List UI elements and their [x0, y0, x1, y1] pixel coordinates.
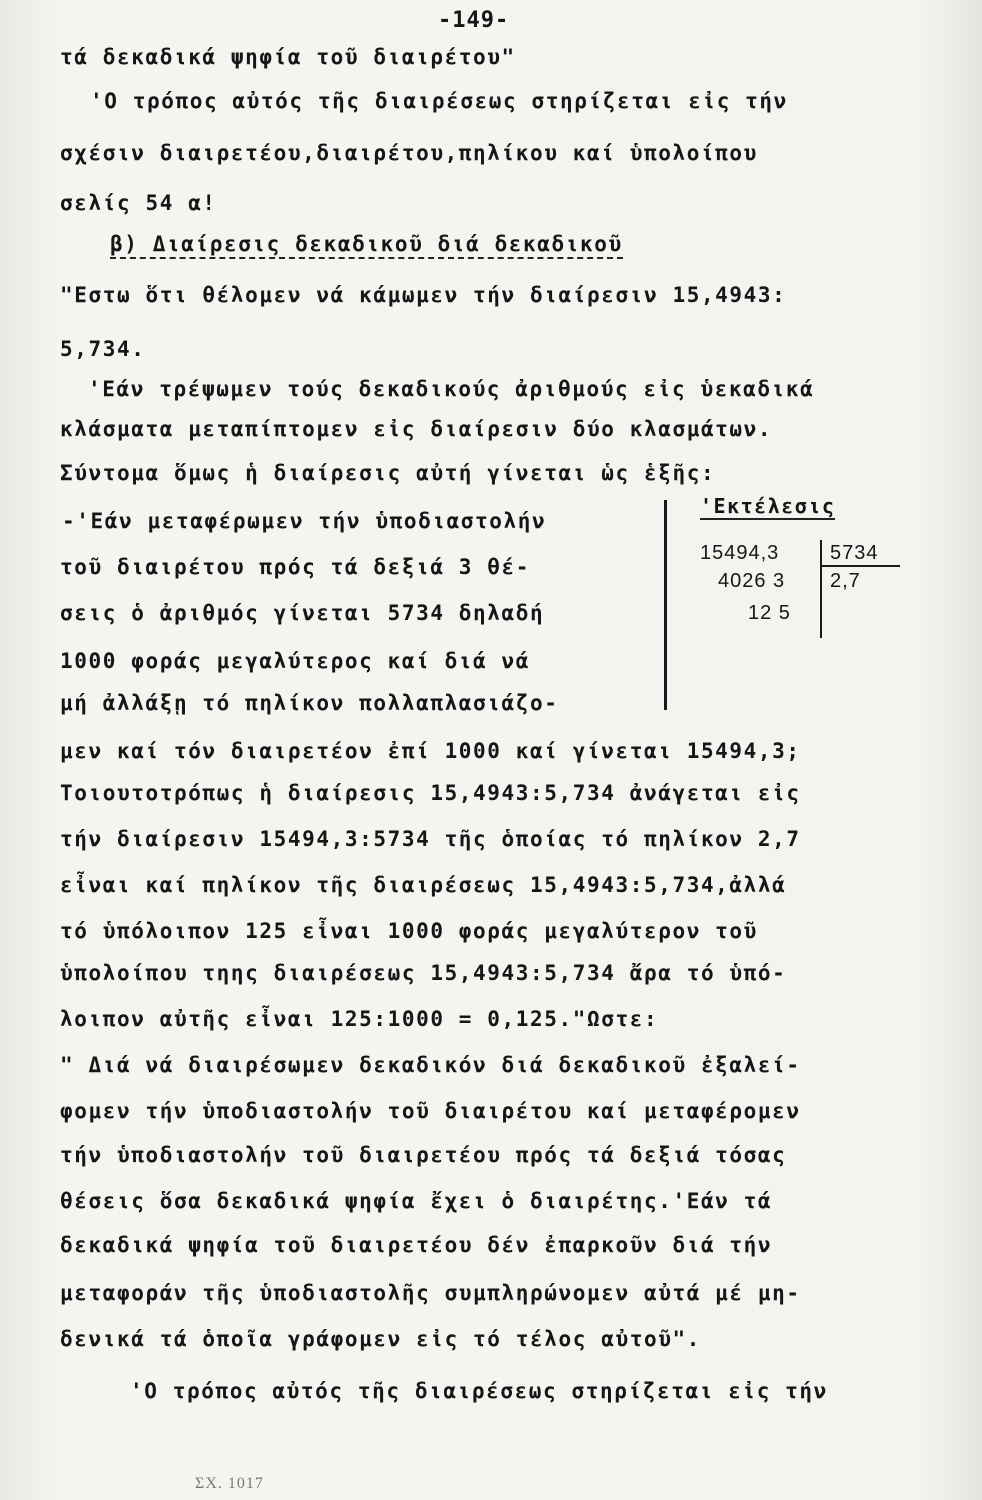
- text-line-18: εἶναι καί πηλίκον τῆς διαιρέσεως 15,4943:5,734,ἀλλά: [60, 873, 787, 897]
- text-line-29: 'Ο τρόπος αὐτός τῆς διαιρέσεως στηρίζεται εἰς τήν: [130, 1379, 828, 1403]
- quotient: 2,7: [830, 570, 861, 592]
- text-line-10: -'Εάν μεταφέρωμεν τήν ὑποδιαστολήν: [62, 509, 547, 533]
- text-line-23: φομεν τήν ὑποδιαστολήν τοῦ διαιρέτου καί μεταφέρομεν: [60, 1099, 801, 1123]
- text-line-5: "Εστω ὅτι θέλομεν νά κάμωμεν τήν διαίρεσιν 15,4943:: [60, 283, 787, 307]
- text-line-26: δεκαδικά ψηφία τοῦ διαιρετέου δέν ἐπαρκοῦν διά τήν: [60, 1233, 773, 1257]
- execution-title: 'Εκτέλεσις: [700, 494, 836, 518]
- text-line-15: μεν καί τόν διαιρετέον ἐπί 1000 καί γίνεται 15494,3;: [60, 739, 801, 763]
- text-line-17: τήν διαίρεσιν 15494,3:5734 τῆς ὁποίας τό πηλίκον 2,7: [60, 827, 801, 851]
- text-line-12: σεις ὁ ἀριθμός γίνεται 5734 δηλαδή: [60, 601, 545, 625]
- remainder-step: 4026 3: [718, 570, 786, 592]
- text-line-25: θέσεις ὅσα δεκαδικά ψηφία ἔχει ὁ διαιρέτης.'Εάν τά: [60, 1189, 773, 1213]
- dividend: 15494,3: [700, 542, 780, 564]
- text-line-4: σελίς 54 α!: [60, 191, 217, 215]
- text-line-20: ὑπολοίπου τηης διαιρέσεως 15,4943:5,734 ἄρα τό ὑπό-: [60, 961, 787, 985]
- text-line-2: 'Ο τρόπος αὐτός τῆς διαιρέσεως στηρίζεται εἰς τήν: [90, 89, 788, 113]
- division-horizontal-line: [820, 565, 900, 567]
- column-divider: [664, 500, 667, 710]
- divisor: 5734: [830, 542, 879, 564]
- text-line-14: μή ἀλλάξῃ τό πηλίκον πολλαπλασιάζο-: [60, 691, 559, 715]
- text-line-19: τό ὑπόλοιπον 125 εἶναι 1000 φοράς μεγαλύτερον τοῦ: [60, 919, 758, 943]
- final-remainder: 12 5: [748, 602, 791, 624]
- text-line-13: 1000 φοράς μεγαλύτερος καί διά νά: [60, 649, 531, 673]
- text-line-21: λοιπον αὐτῆς εἶναι 125:1000 = 0,125."Ωστε:: [60, 1007, 659, 1031]
- text-line-28: δενικά τά ὁποῖα γράφομεν εἰς τό τέλος αὐτοῦ".: [60, 1327, 701, 1351]
- text-line-11: τοῦ διαιρέτου πρός τά δεξιά 3 θέ-: [60, 555, 531, 579]
- text-line-7: 'Εάν τρέψωμεν τούς δεκαδικούς ἀριθμούς εἰς ὑεκαδικά: [88, 377, 815, 401]
- text-line-24: τήν ὑποδιαστολήν τοῦ διαιρετέου πρός τά δεξιά τόσας: [60, 1143, 787, 1167]
- text-line-1: τά δεκαδικά ψηφία τοῦ διαιρέτου": [60, 45, 516, 69]
- text-line-8: κλάσματα μεταπίπτομεν εἰς διαίρεσιν δύο κλασμάτων.: [60, 417, 773, 441]
- text-line-16: Τοιουτοτρόπως ἡ διαίρεσις 15,4943:5,734 ἀνάγεται εἰς: [60, 781, 801, 805]
- section-heading: β) Διαίρεσις δεκαδικοῦ διά δεκαδικοῦ: [110, 232, 623, 259]
- division-vertical-line: [820, 540, 822, 638]
- text-line-3: σχέσιν διαιρετέου,διαιρέτου,πηλίκου καί ὑπολοίπου: [60, 141, 758, 165]
- page-number: -149-: [438, 8, 510, 33]
- archive-stamp: ΣΧ. 1017: [195, 1475, 264, 1492]
- text-line-9: Σύντομα ὅμως ἡ διαίρεσις αὐτή γίνεται ὡς ἑξῆς:: [60, 461, 716, 485]
- text-line-22: " Διά νά διαιρέσωμεν δεκαδικόν διά δεκαδικοῦ ἐξαλεί-: [60, 1053, 801, 1077]
- text-line-27: μεταφοράν τῆς ὑποδιαστολῆς συμπληρώνομεν αὐτά μέ μη-: [60, 1281, 801, 1305]
- text-line-6: 5,734.: [60, 337, 146, 361]
